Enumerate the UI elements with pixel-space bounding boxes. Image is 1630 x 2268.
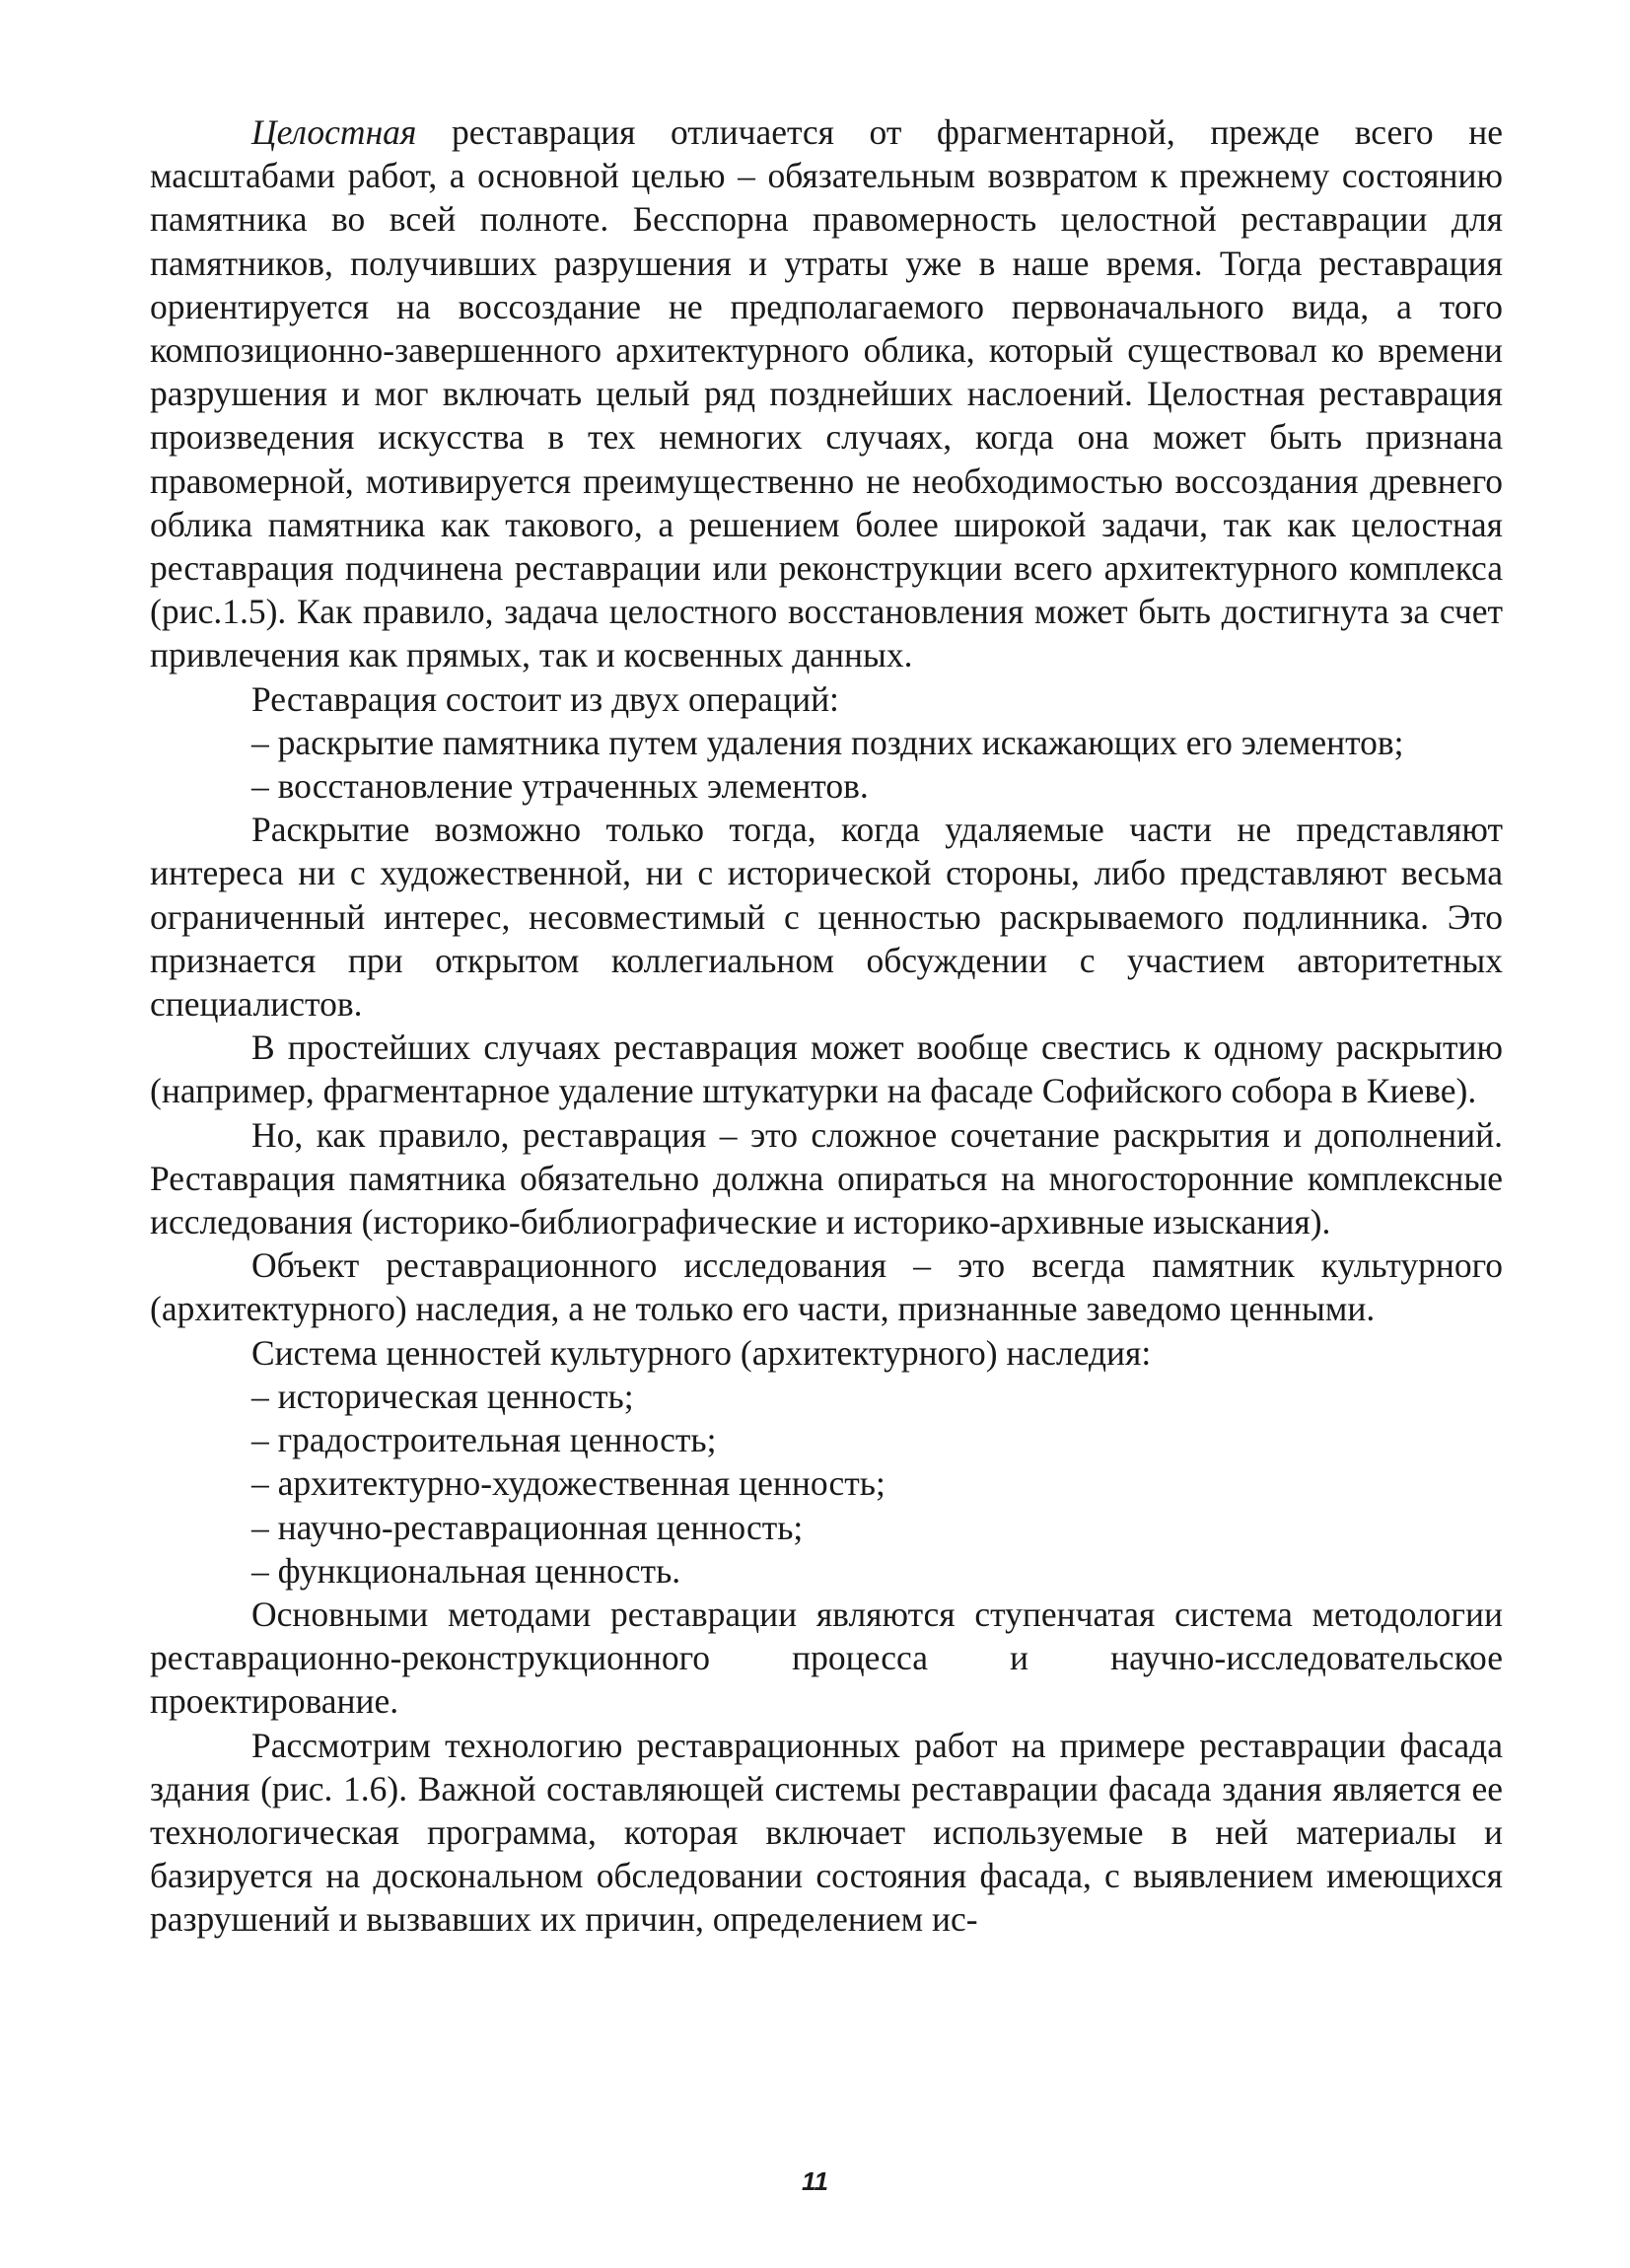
paragraph-value-system: Система ценностей культурного (архитектурного) наследия: (251, 1332, 1152, 1373)
list-item-historical-value: – историческая ценность; (251, 1376, 634, 1416)
paragraph-main-methods: Основными методами реставрации являются ступенчатая система методологии реставрационно-реконструкционного процесса и научно-исследовательское проектирование. (150, 1594, 1503, 1722)
page-number: 11 (802, 2166, 828, 2196)
list-item-functional-value: – функциональная ценность. (251, 1550, 681, 1591)
list-item-urban-value: – градостроительная ценность; (251, 1420, 717, 1460)
body-text (150, 110, 1503, 1942)
paragraph-text: реставрация отличается от фрагментарной, прежде всего не масштабами работ, а основной целью – обязательным возвратом к прежнему состоянию памятника во всей полноте. Бесспорна правомерность целостной реставрации для памятников, получивших разрушения и утраты уже в наше время. Тогда реставрация ориентируется на воссоздание не предполагаемого первоначального вида, а того композиционно-завершенного архитектурного облика, который существовал ко времени разрушения и мог включать целый ряд позднейших наслоений. Целостная реставрация произведения искусства в тех немногих случаях, когда она может быть признана правомерной, мотивируется преимущественно не необходимостью воссоздания древнего облика памятника как такового, а решением более широкой задачи, так как целостная реставрация подчинена реставрации или реконструкции всего архитектурного комплекса (рис.1.5). Как правило, задача целостного восстановления может быть достигнута за счет привлечения как прямых, так и косвенных данных. (150, 112, 1503, 675)
list-item-scientific-value: – научно-реставрационная ценность; (251, 1507, 804, 1547)
paragraph-holistic-restoration (150, 110, 1503, 677)
paragraph-facade-technology: Рассмотрим технологию реставрационных работ на примере реставрации фасада здания (рис. 1.6). Важной составляющей системы реставрации фасада здания является ее технологическая программа, которая включает используемые в ней материалы и базируется на доскональном обследовании состояния фасада, с выявлением имеющихся разрушений и вызвавших их причин, определением ис- (150, 1725, 1503, 1940)
paragraph-uncovering: Раскрытие возможно только тогда, когда удаляемые части не представляют интереса ни с художественной, ни с исторической стороны, либо представляют весьма ограниченный интерес, несовместимый с ценностью раскрываемого подлинника. Это признается при открытом коллегиальном обсуждении с участием авторитетных специалистов. (150, 810, 1503, 1025)
paragraph-complex-combination: Но, как правило, реставрация – это сложное сочетание раскрытия и дополнений. Реставрация памятника обязательно должна опираться на многосторонние комплексные исследования (историко-библиографические и историко-архивные изыскания). (150, 1114, 1503, 1242)
paragraph-simplest-cases: В простейших случаях реставрация может вообще свестись к одному раскрытию (например, фрагментарное удаление штукатурки на фасаде Софийского собора в Киеве). (150, 1028, 1503, 1111)
list-item-artistic-value: – архитектурно-художественная ценность; (251, 1463, 886, 1504)
italic-term: Целостная (251, 112, 417, 152)
paragraph-research-object: Объект реставрационного исследования – это всегда памятник культурного (архитектурного) наследия, а не только его части, признанные заведомо ценными. (150, 1245, 1503, 1329)
paragraph-restoration-operations: Реставрация состоит из двух операций: (251, 678, 839, 719)
list-item-recovery: – восстановление утраченных элементов. (251, 766, 869, 807)
list-item-uncovering: – раскрытие памятника путем удаления поздних искажающих его элементов; (251, 722, 1404, 762)
